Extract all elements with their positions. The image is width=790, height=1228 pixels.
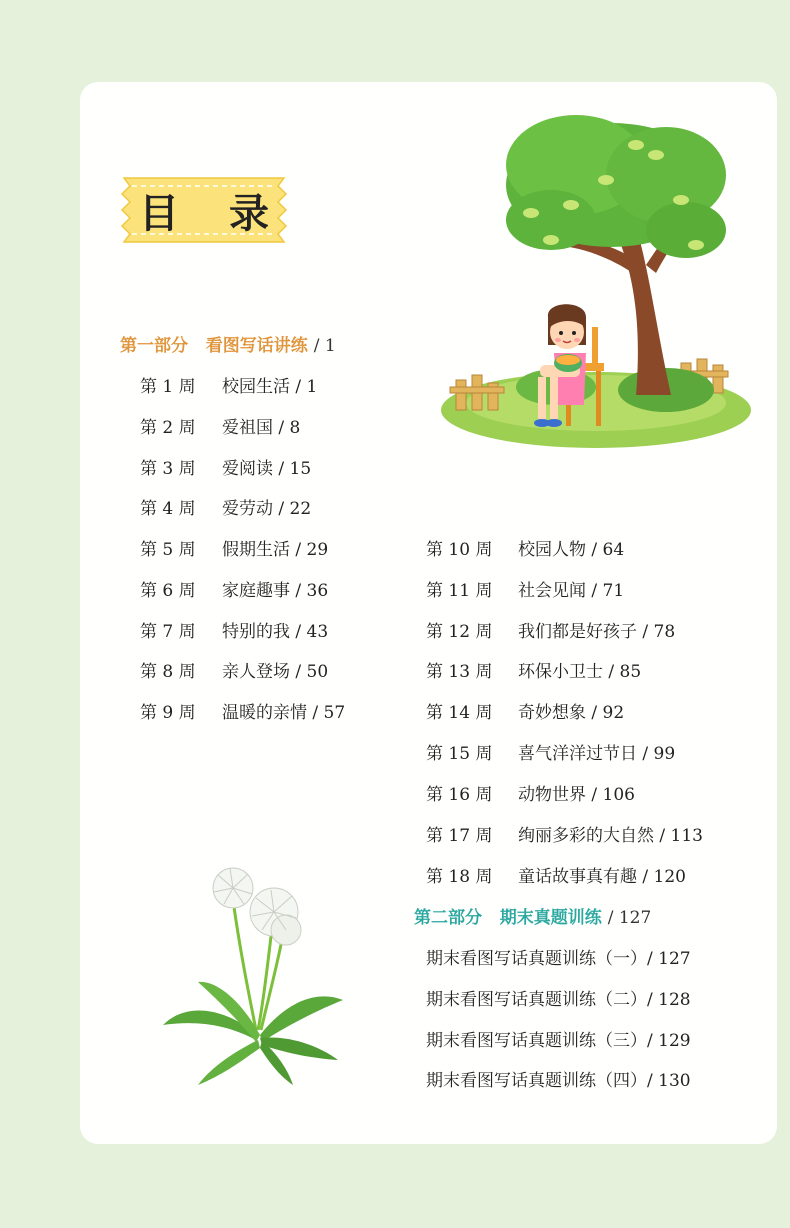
week-title: 校园生活 / 1 — [222, 377, 318, 397]
toc-entry-week-16[interactable] — [426, 780, 635, 805]
toc-entry-week-10[interactable] — [426, 535, 624, 560]
toc-entry-exam-3[interactable]: 期末看图写话真题训练（三）/ 129 — [426, 1031, 691, 1051]
toc-entry-week-15[interactable] — [426, 739, 675, 764]
tree-girl-illustration — [436, 95, 756, 455]
part-two-heading[interactable] — [414, 903, 651, 928]
toc-entry-week-3[interactable] — [140, 454, 311, 479]
week-number: 第 8 周 — [140, 662, 196, 682]
week-title: 爱祖国 / 8 — [222, 418, 301, 438]
week-number: 第 14 周 — [426, 703, 493, 723]
week-title: 我们都是好孩子 / 78 — [518, 622, 676, 642]
toc-entry-week-18[interactable] — [426, 862, 686, 887]
week-title: 动物世界 / 106 — [518, 785, 635, 805]
week-title: 童话故事真有趣 / 120 — [518, 867, 686, 887]
week-title: 特别的我 / 43 — [222, 622, 329, 642]
week-number: 第 2 周 — [140, 418, 196, 438]
week-number: 第 16 周 — [426, 785, 493, 805]
part-one-page: / 1 — [313, 336, 336, 356]
toc-entry-week-14[interactable] — [426, 698, 624, 723]
toc-entry-week-6[interactable] — [140, 576, 328, 601]
week-title: 假期生活 / 29 — [222, 540, 329, 560]
week-title: 家庭趣事 / 36 — [222, 581, 329, 601]
toc-entry-week-1[interactable] — [140, 372, 317, 397]
week-title: 亲人登场 / 50 — [222, 662, 329, 682]
week-number: 第 13 周 — [426, 662, 493, 682]
week-number: 第 18 周 — [426, 867, 493, 887]
week-number: 第 7 周 — [140, 622, 196, 642]
week-number: 第 12 周 — [426, 622, 493, 642]
week-number: 第 9 周 — [140, 703, 196, 723]
toc-entry-week-12[interactable] — [426, 617, 675, 642]
toc-entry-week-13[interactable] — [426, 657, 641, 682]
part-two-page: / 127 — [607, 908, 652, 928]
week-title: 温暖的亲情 / 57 — [222, 703, 346, 723]
week-title: 社会见闻 / 71 — [518, 581, 625, 601]
week-number: 第 15 周 — [426, 744, 493, 764]
part-one-name: 看图写话讲练 — [205, 336, 308, 356]
toc-entry-week-11[interactable] — [426, 576, 624, 601]
dandelion-illustration — [158, 860, 348, 1090]
part-one-label: 第一部分 — [120, 336, 188, 356]
toc-entry-exam-2[interactable]: 期末看图写话真题训练（二）/ 128 — [426, 990, 691, 1010]
week-title: 爱劳动 / 22 — [222, 499, 312, 519]
week-number: 第 17 周 — [426, 826, 493, 846]
part-two-name: 期末真题训练 — [499, 908, 602, 928]
toc-entry-week-4[interactable] — [140, 494, 311, 519]
toc-entry-exam-1[interactable]: 期末看图写话真题训练（一）/ 127 — [426, 949, 691, 969]
part-one-heading[interactable] — [120, 331, 336, 356]
week-title: 爱阅读 / 15 — [222, 459, 312, 479]
week-number: 第 6 周 — [140, 581, 196, 601]
week-number: 第 5 周 — [140, 540, 196, 560]
toc-entry-week-5[interactable] — [140, 535, 328, 560]
week-number: 第 4 周 — [140, 499, 196, 519]
toc-entry-week-17[interactable] — [426, 821, 703, 846]
week-title: 环保小卫士 / 85 — [518, 662, 642, 682]
week-title: 喜气洋洋过节日 / 99 — [518, 744, 676, 764]
toc-entry-week-2[interactable] — [140, 413, 300, 438]
week-title: 绚丽多彩的大自然 / 113 — [518, 826, 703, 846]
week-number: 第 3 周 — [140, 459, 196, 479]
toc-entry-exam-4[interactable]: 期末看图写话真题训练（四）/ 130 — [426, 1071, 691, 1091]
toc-entry-week-9[interactable] — [140, 698, 345, 723]
week-number: 第 11 周 — [426, 581, 493, 601]
week-number: 第 10 周 — [426, 540, 493, 560]
toc-entry-week-8[interactable] — [140, 657, 328, 682]
page-title: 目 录 — [139, 190, 287, 237]
toc-entry-week-7[interactable] — [140, 617, 328, 642]
part-two-label: 第二部分 — [414, 908, 482, 928]
week-number: 第 1 周 — [140, 377, 196, 397]
week-title: 校园人物 / 64 — [518, 540, 625, 560]
week-title: 奇妙想象 / 92 — [518, 703, 625, 723]
